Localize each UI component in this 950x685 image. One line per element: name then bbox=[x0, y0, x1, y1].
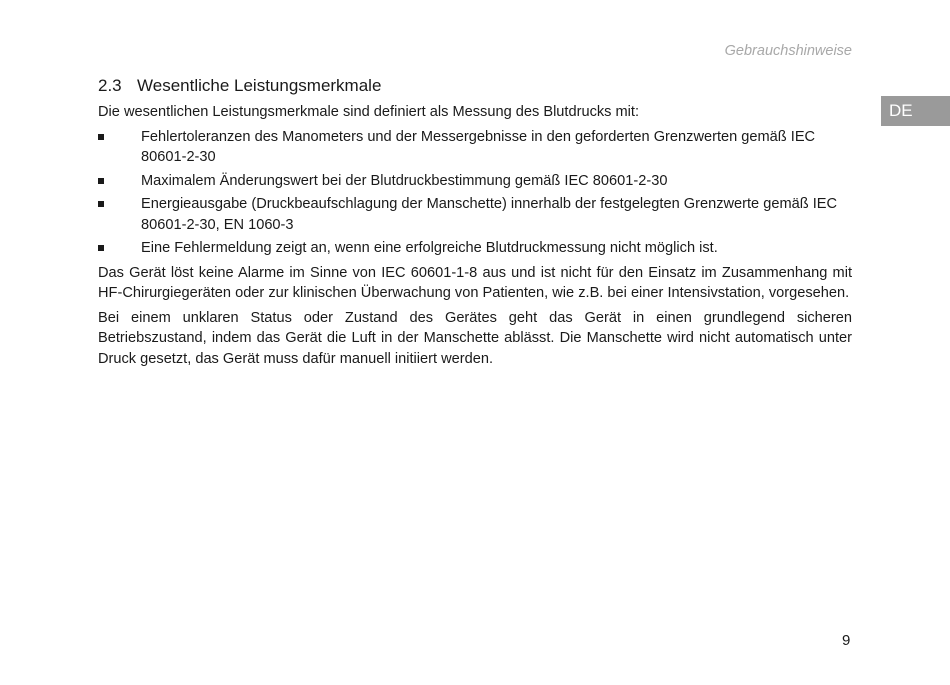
list-item bbox=[98, 194, 852, 235]
section-content bbox=[98, 74, 852, 373]
bullet-square-icon bbox=[98, 245, 104, 251]
section-heading bbox=[98, 74, 852, 98]
body-paragraph: Das Gerät löst keine Alarme im Sinne von IEC 60601-1-8 aus und ist nicht für den Einsatz im Zusammenhang mit HF-Chirurgiegeräten oder zur klinischen Überwachung von Patienten, wie z.B. bei einer Intensivstation, vorgesehen. bbox=[98, 264, 852, 301]
list-item-text: Fehlertoleranzen des Manometers und der Messergebnisse in den geforderten Grenzwerten gemäß IEC 80601-2-30 bbox=[141, 128, 816, 165]
bullet-square-icon bbox=[98, 201, 104, 207]
section-number: 2.3 bbox=[98, 76, 122, 95]
language-tab: DE bbox=[881, 96, 950, 126]
list-item bbox=[98, 171, 852, 192]
section-title: Wesentliche Leistungsmerkmale bbox=[137, 76, 382, 95]
intro-paragraph: Die wesentlichen Leistungsmerkmale sind definiert als Messung des Blutdrucks mit: bbox=[98, 104, 640, 120]
bullet-square-icon bbox=[98, 134, 104, 140]
list-item-text: Eine Fehlermeldung zeigt an, wenn eine erfolgreiche Blutdruckmessung nicht möglich ist. bbox=[141, 240, 718, 256]
page-number: 9 bbox=[842, 632, 851, 649]
list-item bbox=[98, 127, 852, 168]
list-item-text: Maximalem Änderungswert bei der Blutdruckbestimmung gemäß IEC 80601-2-30 bbox=[141, 172, 668, 189]
list-item bbox=[98, 238, 852, 259]
bullet-square-icon bbox=[98, 178, 104, 184]
running-header: Gebrauchshinweise bbox=[724, 43, 852, 59]
body-paragraph: Bei einem unklaren Status oder Zustand des Gerätes geht das Gerät in einen grundlegend sicheren Betriebszustand, indem das Gerät die Luft in der Manschette ablässt. Die Manschette wird nicht automatisch unter Druck gesetzt, das Gerät muss dafür manuell initiiert werden. bbox=[98, 309, 852, 367]
bullet-list bbox=[98, 127, 852, 259]
list-item-text: Energieausgabe (Druckbeaufschlagung der Manschette) innerhalb der festgelegten Grenzwerte gemäß IEC 80601-2-30, EN 1060-3 bbox=[141, 196, 838, 233]
